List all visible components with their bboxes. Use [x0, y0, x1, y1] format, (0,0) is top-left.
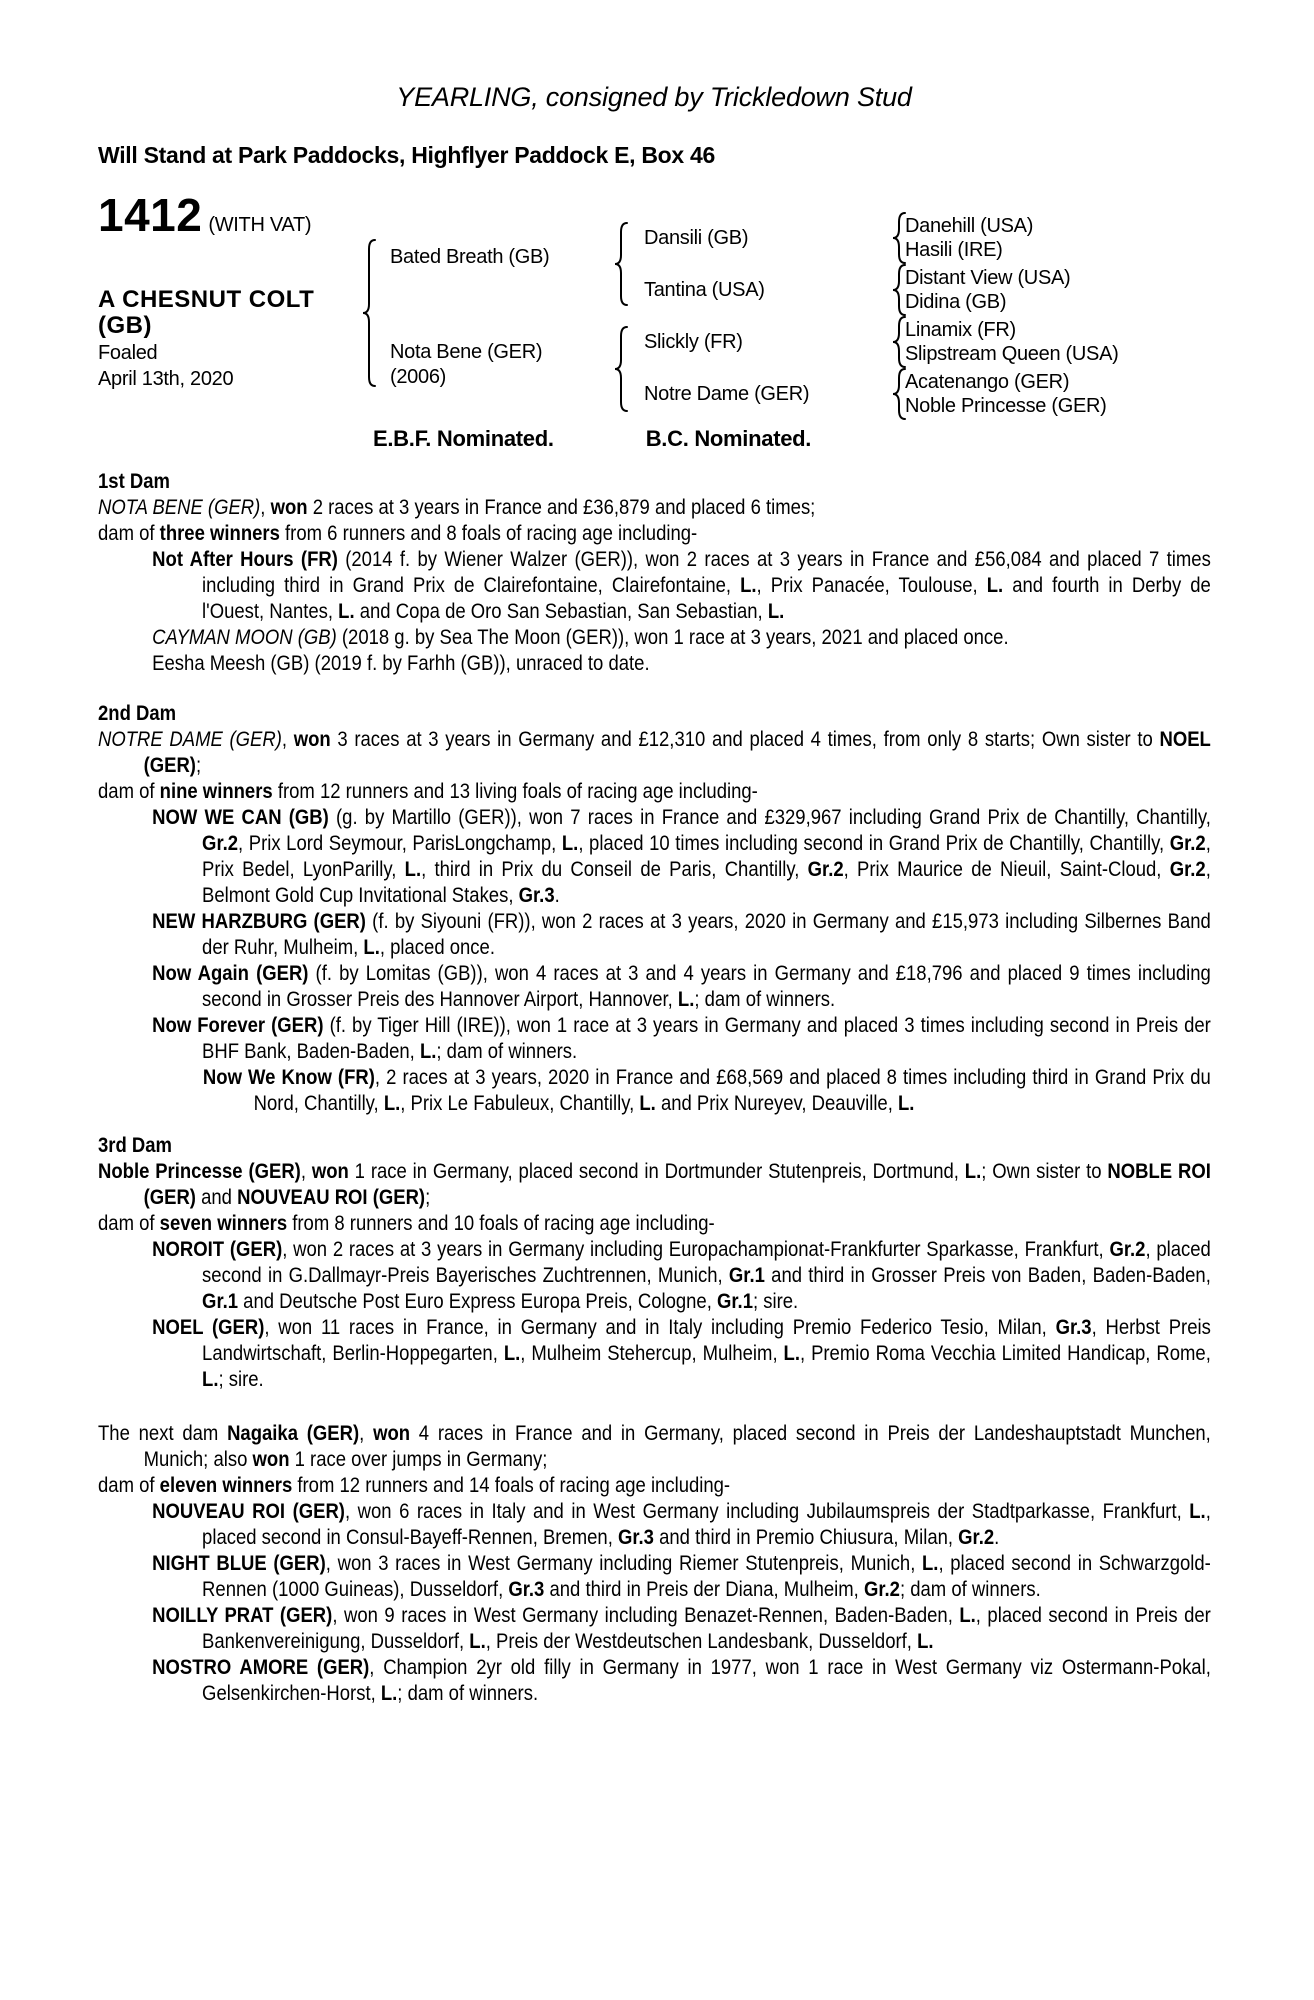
- pedigree-paragraph: dam of seven winners from 8 runners and 10 foals of racing age including-: [98, 1211, 715, 1235]
- sire-dam-name: Tantina (USA): [644, 279, 765, 301]
- foaled-date: April 13th, 2020: [98, 368, 234, 390]
- pedigree-paragraph: Not After Hours (FR) (2014 f. by Wiener Walzer (GER)), won 2 races at 3 years in France and £56,084 and placed 7 times including third in Grand Prix de Clairefontaine, Clairefontaine, L., Prix Panacée, Toulouse, L. and fourth in Derby de l'Ouest, Nantes, L. and Copa de Oro San Sebastian, San Sebastian, L.: [152, 547, 1211, 623]
- pedigree-paragraph: CAYMAN MOON (GB) (2018 g. by Sea The Moon (GER)), won 1 race at 3 years, 2021 and placed once.: [152, 625, 1009, 649]
- dam-section: [98, 1420, 1211, 1706]
- pedigree-paragraph: Now Forever (GER) (f. by Tiger Hill (IRE)), won 1 race at 3 years in Germany and placed 3 times including second in Preis der BHF Bank, Baden-Baden, L.; dam of winners.: [152, 1013, 1211, 1063]
- pedigree-paragraph: NOTA BENE (GER), won 2 races at 3 years in France and £36,879 and placed 6 times;: [98, 495, 816, 519]
- dam-section: [98, 1132, 1211, 1392]
- pedigree-paragraph: NIGHT BLUE (GER), won 3 races in West Germany including Riemer Stutenpreis, Munich, L., placed second in Schwarzgold-Rennen (1000 Guineas), Dusseldorf, Gr.3 and third in Preis der Diana, Mulheim, Gr.2; dam of winners.: [152, 1551, 1211, 1601]
- ebf-nominated-label: E.B.F. Nominated.: [373, 426, 554, 451]
- pedigree-paragraph: dam of nine winners from 12 runners and 13 living foals of racing age including-: [98, 779, 758, 803]
- pedigree-paragraph: NOROIT (GER), won 2 races at 3 years in Germany including Europachampionat-Frankfurter Sparkasse, Frankfurt, Gr.2, placed second in G.Dallmayr-Preis Bayerisches Zuchtrennen, Munich, Gr.1 and third in Grosser Preis von Baden, Baden-Baden, Gr.1 and Deutsche Post Euro Express Europa Preis, Cologne, Gr.1; sire.: [152, 1237, 1211, 1313]
- pedigree-paragraph: Now Again (GER) (f. by Lomitas (GB)), won 4 races at 3 and 4 years in Germany and £18,796 and placed 9 times including second in Grosser Preis des Hannover Airport, Hannover, L.; dam of winners.: [152, 961, 1211, 1011]
- great-granddam-name: Didina (GB): [905, 291, 1007, 313]
- great-granddam-name: Slipstream Queen (USA): [905, 343, 1119, 365]
- colt-description: A CHESNUT COLT: [98, 286, 315, 313]
- bc-nominated-label: B.C. Nominated.: [645, 426, 812, 451]
- pedigree-paragraph: Noble Princesse (GER), won 1 race in Germany, placed second in Dortmunder Stutenpreis, Dortmund, L.; Own sister to NOBLE ROI (GER) and NOUVEAU ROI (GER);: [98, 1159, 1211, 1209]
- dam-year: (2006): [390, 366, 447, 388]
- pedigree-brace-icon: [362, 239, 376, 392]
- colt-country-suffix: (GB): [98, 312, 152, 339]
- pedigree-paragraph: dam of three winners from 6 runners and 8 foals of racing age including-: [98, 521, 698, 545]
- lot-number: 1412: [98, 189, 203, 241]
- great-grandsire-name: Danehill (USA): [905, 215, 1034, 237]
- pedigree-paragraph: NOTRE DAME (GER), won 3 races at 3 years in Germany and £12,310 and placed 4 times, from only 8 starts; Own sister to NOEL (GER);: [98, 727, 1211, 777]
- dam-section: [98, 468, 1211, 676]
- pedigree-paragraph: NEW HARZBURG (GER) (f. by Siyouni (FR)), won 2 races at 3 years, 2020 in Germany and £15,973 including Silbernes Band der Ruhr, Mulheim, L., placed once.: [152, 909, 1211, 959]
- pedigree-brace-icon: [892, 316, 906, 373]
- dam-name: Nota Bene (GER): [390, 341, 543, 363]
- great-granddam-name: Noble Princesse (GER): [905, 395, 1107, 417]
- great-grandsire-name: Linamix (FR): [905, 319, 1016, 341]
- lot-vat-note: (WITH VAT): [208, 214, 312, 236]
- pedigree-paragraph: NOSTRO AMORE (GER), Champion 2yr old filly in Germany in 1977, won 1 race in West Germany viz Ostermann-Pokal, Gelsenkirchen-Horst, L.; dam of winners.: [152, 1655, 1211, 1705]
- great-grandsire-name: Distant View (USA): [905, 267, 1071, 289]
- pedigree-paragraph: NOEL (GER), won 11 races in France, in Germany and in Italy including Premio Federico Tesio, Milan, Gr.3, Herbst Preis Landwirtschaft, Berlin-Hoppegarten, L., Mulheim Stehercup, Mulheim, L., Premio Roma Vecchia Limited Handicap, Rome, L.; sire.: [152, 1315, 1211, 1391]
- pedigree-paragraph: NOILLY PRAT (GER), won 9 races in West Germany including Benazet-Rennen, Baden-Baden, L., placed second in Preis der Bankenvereinigung, Dusseldorf, L., Preis der Westdeutschen Landesbank, Dusseldorf, L.: [152, 1603, 1211, 1653]
- pedigree-paragraph: NOUVEAU ROI (GER), won 6 races in Italy and in West Germany including Jubilaumspreis der Stadtparkasse, Frankfurt, L., placed second in Consul-Bayeff-Rennen, Bremen, Gr.3 and third in Premio Chiusura, Milan, Gr.2.: [152, 1499, 1211, 1549]
- pedigree-table: [98, 190, 1210, 422]
- pedigree-brace-icon: [614, 222, 628, 311]
- pedigree-paragraph: NOW WE CAN (GB) (g. by Martillo (GER)), won 7 races in France and £329,967 including Grand Prix de Chantilly, Chantilly, Gr.2, Prix Lord Seymour, ParisLongchamp, L., placed 10 times including second in Grand Prix de Chantilly, Chantilly, Gr.2, Prix Bedel, LyonParilly, L., third in Prix du Conseil de Paris, Chantilly, Gr.2, Prix Maurice de Nieuil, Saint-Cloud, Gr.2, Belmont Gold Cup Invitational Stakes, Gr.3.: [152, 805, 1211, 907]
- pedigree-paragraph: Eesha Meesh (GB) (2019 f. by Farhh (GB)), unraced to date.: [152, 651, 650, 675]
- nomination-line: [98, 426, 1210, 452]
- great-grandsire-name: Acatenango (GER): [905, 371, 1070, 393]
- pedigree-brace-icon: [892, 212, 906, 269]
- dam-heading: 2nd Dam: [98, 701, 177, 725]
- lot-line: [98, 189, 312, 241]
- pedigree-brace-icon: [892, 264, 906, 321]
- dam-sire-name: Slickly (FR): [644, 331, 743, 353]
- dam-heading: 3rd Dam: [98, 1133, 173, 1157]
- dam-heading: 1st Dam: [98, 469, 170, 493]
- pedigree-paragraph: Now We Know (FR), 2 races at 3 years, 2020 in France and £68,569 and placed 8 times including third in Grand Prix du Nord, Chantilly, L., Prix Le Fabuleux, Chantilly, L. and Prix Nureyev, Deauville, L.: [202, 1065, 1211, 1115]
- pedigree-paragraph: dam of eleven winners from 12 runners and 14 foals of racing age including-: [98, 1473, 731, 1497]
- great-granddam-name: Hasili (IRE): [905, 239, 1003, 261]
- dam-dam-name: Notre Dame (GER): [644, 383, 810, 405]
- sire-name: Bated Breath (GB): [390, 246, 550, 268]
- page-content: [98, 0, 1210, 1706]
- sire-sire-name: Dansili (GB): [644, 227, 749, 249]
- pedigree-brace-icon: [614, 326, 628, 417]
- catalogue-sections: [98, 468, 1211, 1706]
- dam-section: [98, 700, 1211, 1116]
- consignment-title: YEARLING, consigned by Trickledown Stud: [396, 82, 912, 112]
- stand-location-line: Will Stand at Park Paddocks, Highflyer Paddock E, Box 46: [98, 142, 715, 168]
- foaled-label: Foaled: [98, 342, 158, 364]
- pedigree-paragraph: The next dam Nagaika (GER), won 4 races in France and in Germany, placed second in Preis der Landeshauptstadt Munchen, Munich; also won 1 race over jumps in Germany;: [98, 1421, 1211, 1471]
- pedigree-brace-icon: [892, 368, 906, 425]
